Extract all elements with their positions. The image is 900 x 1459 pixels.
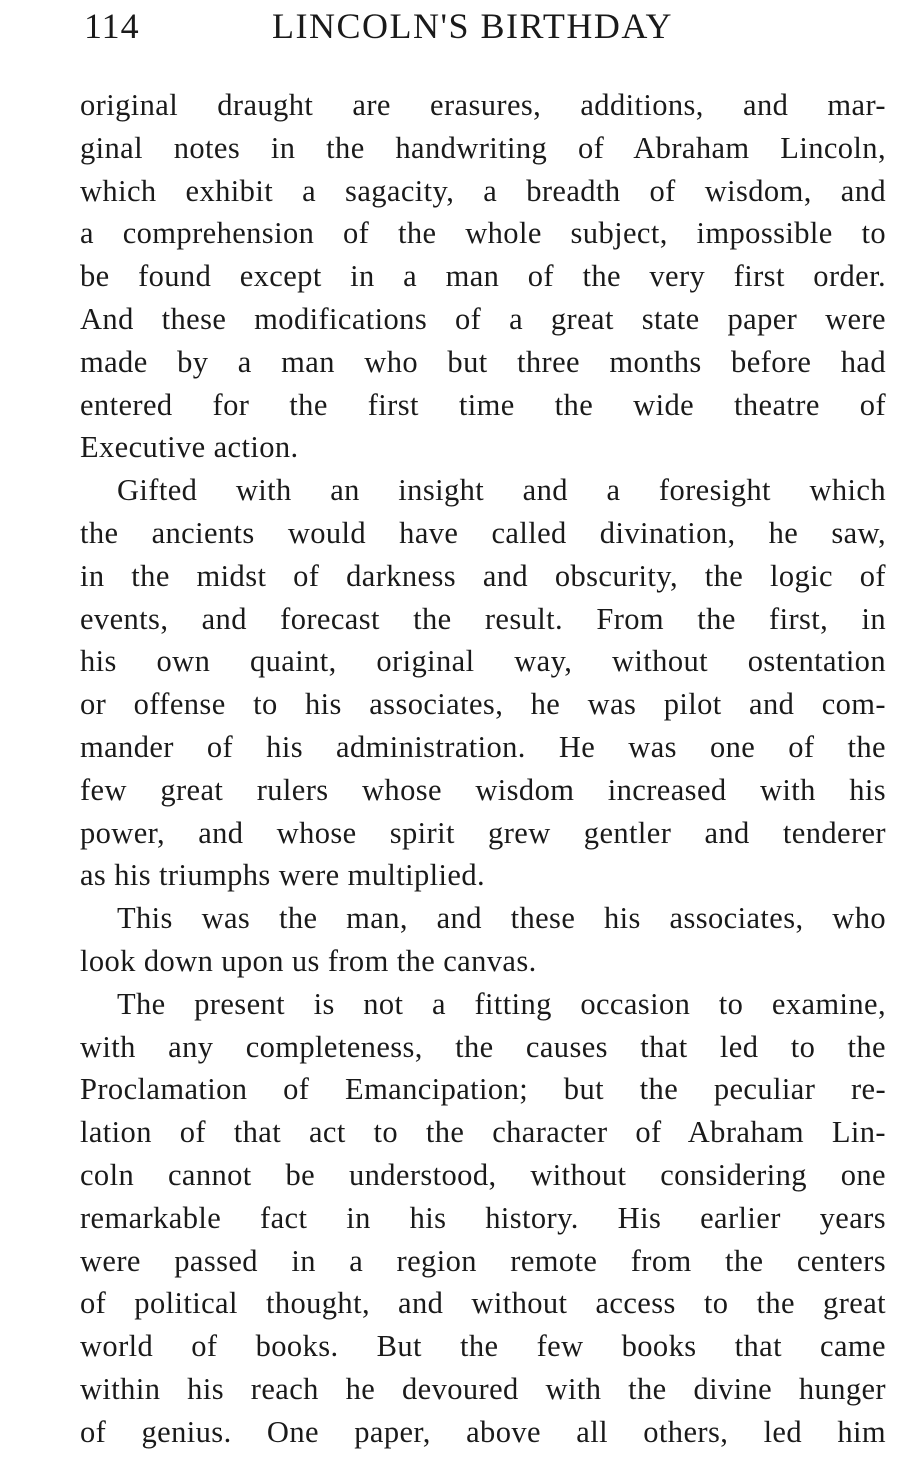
text-line: or offense to his associates, he was pilot and com- [80,687,886,722]
text-line: And these modifications of a great state paper were [80,301,886,336]
text-line: in the midst of darkness and obscurity, the logic of [80,558,886,593]
text-line: which exhibit a sagacity, a breadth of wisdom, and [80,173,886,208]
page-number: 114 [84,6,140,46]
text-line: look down upon us from the canvas. [80,943,537,978]
text-line: entered for the first time the wide theatre of [80,387,886,422]
text-line: Gifted with an insight and a foresight which [117,473,886,508]
text-line: made by a man who but three months before had [80,344,886,379]
body-text [80,84,886,1454]
text-line: world of books. But the few books that came [80,1329,886,1364]
text-line: his own quaint, original way, without ostentation [80,644,886,679]
text-line: mander of his administration. He was one of the [80,729,886,764]
text-line: Proclamation of Emancipation; but the peculiar re- [80,1072,886,1107]
running-title: LINCOLN'S BIRTHDAY [272,6,674,46]
text-line: power, and whose spirit grew gentler and tenderer [80,815,886,850]
text-line: This was the man, and these his associates, who [117,901,886,936]
text-line: with any completeness, the causes that led to the [80,1029,886,1064]
text-line: within his reach he devoured with the divine hunger [80,1371,886,1406]
text-line: events, and forecast the result. From the first, in [80,601,886,636]
text-line: as his triumphs were multiplied. [80,858,486,893]
running-head [84,4,886,48]
text-line: lation of that act to the character of Abraham Lin- [80,1115,886,1150]
text-line: of genius. One paper, above all others, led him [80,1414,886,1449]
text-line: be found except in a man of the very first order. [80,259,886,294]
text-line: coln cannot be understood, without considering one [80,1157,886,1192]
text-line: The present is not a fitting occasion to examine, [117,986,886,1021]
text-line: a comprehension of the whole subject, impossible to [80,216,886,251]
text-line: of political thought, and without access to the great [80,1286,886,1321]
text-line: few great rulers whose wisdom increased with his [80,772,886,807]
text-line: ginal notes in the handwriting of Abraham Lincoln, [80,130,886,165]
text-line: remarkable fact in his history. His earlier years [80,1200,886,1235]
text-line: were passed in a region remote from the centers [80,1243,886,1278]
text-line: Executive action. [80,430,299,465]
text-line: the ancients would have called divination, he saw, [80,515,886,550]
text-line: original draught are erasures, additions, and mar- [80,88,886,122]
